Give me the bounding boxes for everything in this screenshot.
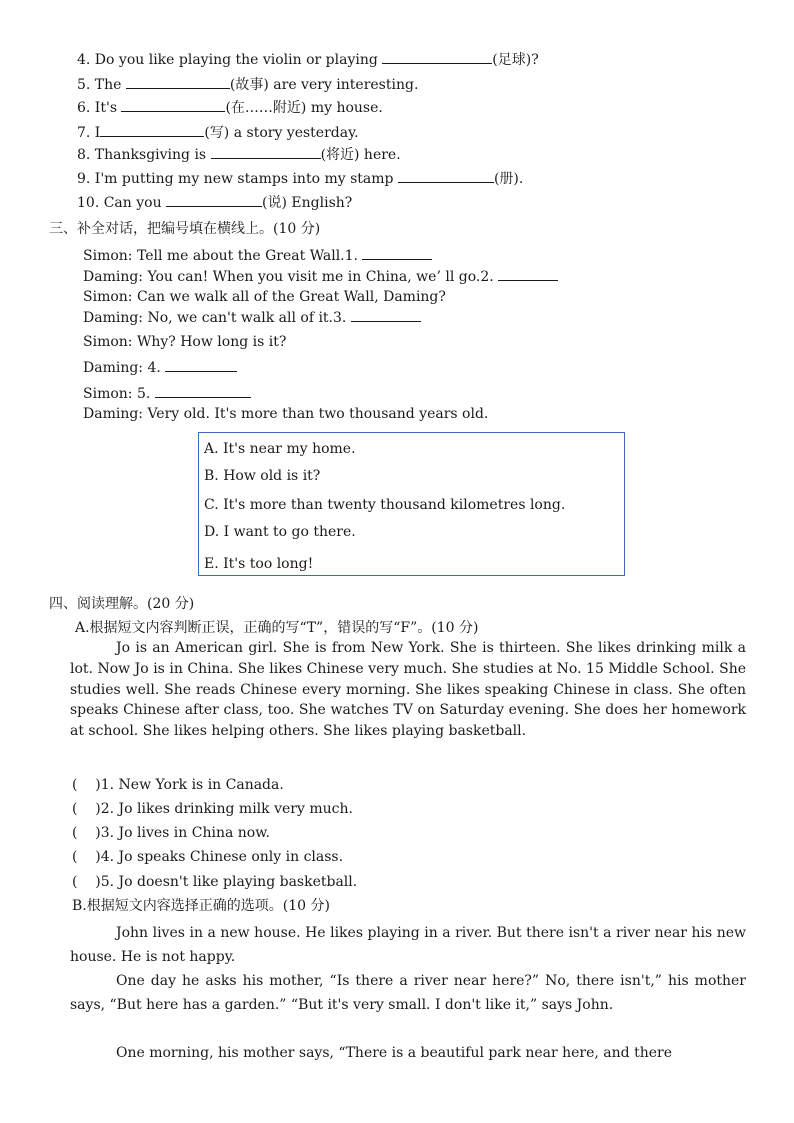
tf-item-5: ( )5. Jo doesn't like playing basketball. [72, 874, 358, 890]
fill-item-9-text: 9. I'm putting my new stamps into my stamp [77, 171, 398, 187]
fill-item-10-hint: (说) English? [262, 195, 353, 211]
fill-item-4-text: 4. Do you like playing the violin or playing [77, 52, 383, 68]
tf-item-2: ( )2. Jo likes drinking milk very much. [72, 801, 353, 817]
answer-blank[interactable] [362, 246, 432, 260]
option-a: A. It's near my home. [204, 441, 356, 457]
fill-item-6 [77, 98, 383, 117]
dialog-line-4 [83, 308, 421, 327]
dialog-line-5: Simon: Why? How long is it? [83, 334, 287, 350]
fill-item-6-text: 6. It's [77, 100, 122, 116]
passage-b-paragraph-3: One morning, his mother says, “There is a beautiful park near here, and there [116, 1045, 672, 1061]
fill-item-10-text: 10. Can you [77, 195, 167, 211]
option-c: C. It's more than twenty thousand kilometres long. [204, 497, 566, 513]
fill-item-9-hint: (册). [493, 171, 524, 187]
fill-item-7-text: 7. I [77, 125, 101, 141]
answer-blank[interactable] [165, 358, 237, 372]
answer-blank[interactable] [398, 169, 494, 183]
answer-blank[interactable] [382, 50, 492, 64]
tf-item-4: ( )4. Jo speaks Chinese only in class. [72, 849, 344, 865]
dialog-line-2 [83, 267, 558, 286]
passage-a: Jo is an American girl. She is from New York. She is thirteen. She likes drinking milk a lot. Now Jo is in China. She likes Chinese very much. She studies at No. 15 Middle School. She studies well. She reads Chinese every morning. She likes speaking Chinese in class. She often speaks Chinese after class, too. She watches TV on Saturday evening. She does her homework at school. She likes helping others. She likes playing basketball. [70, 640, 746, 740]
section-3-heading: 三、补全对话，把编号填在横线上。(10 分) [49, 221, 321, 237]
dialog-line-8: Daming: Very old. It's more than two thousand years old. [83, 406, 489, 422]
fill-item-9 [77, 169, 523, 188]
passage-b-paragraph-2: One day he asks his mother, “Is there a river near here?” No, there isn't,” his mother says, “But here has a garden.” “But it's very small. I don't like it,” says John. [70, 973, 746, 1013]
dialog-text: Daming: You can! When you visit me in China, we’ ll go.2. [83, 269, 499, 285]
fill-item-6-hint: (在……附近) my house. [225, 100, 383, 116]
fill-item-4-hint: (足球)? [492, 52, 539, 68]
answer-blank[interactable] [100, 123, 204, 137]
dialog-text: Daming: No, we can't walk all of it.3. [83, 310, 351, 326]
dialog-text: Simon: 5. [83, 386, 155, 402]
part-a-heading: A.根据短文内容判断正误，正确的写“T”，错误的写“F”。(10 分) [75, 620, 479, 636]
part-b-heading: B.根据短文内容选择正确的选项。(10 分) [72, 898, 330, 914]
fill-item-10 [77, 193, 352, 212]
option-b: B. How old is it? [204, 468, 321, 484]
tf-item-3: ( )3. Jo lives in China now. [72, 825, 270, 841]
fill-item-4 [77, 50, 539, 69]
answer-blank[interactable] [351, 308, 421, 322]
dialog-line-6 [83, 358, 237, 377]
fill-item-8-text: 8. Thanksgiving is [77, 147, 211, 163]
answer-blank[interactable] [211, 145, 321, 159]
dialog-line-7 [83, 384, 251, 403]
answer-blank[interactable] [166, 193, 262, 207]
fill-item-7 [77, 123, 359, 142]
answer-blank[interactable] [498, 267, 558, 281]
answer-blank[interactable] [121, 98, 225, 112]
option-d: D. I want to go there. [204, 524, 356, 540]
fill-item-5 [77, 75, 418, 94]
section-4-heading: 四、阅读理解。(20 分) [49, 596, 195, 612]
answer-blank[interactable] [155, 384, 251, 398]
fill-item-8-hint: (将近) here. [320, 147, 401, 163]
dialog-line-1 [83, 246, 432, 265]
dialog-text: Simon: Tell me about the Great Wall.1. [83, 248, 363, 264]
fill-item-7-hint: (写) a story yesterday. [204, 125, 359, 141]
dialog-line-3: Simon: Can we walk all of the Great Wall, Daming? [83, 289, 446, 305]
fill-item-5-hint: (故事) are very interesting. [229, 77, 419, 93]
passage-b-paragraph-1: John lives in a new house. He likes playing in a river. But there isn't a river near his new house. He is not happy. [70, 925, 746, 965]
fill-item-8 [77, 145, 401, 164]
dialog-text: Daming: 4. [83, 360, 166, 376]
option-e: E. It's too long! [204, 556, 314, 572]
fill-item-5-text: 5. The [77, 77, 126, 93]
answer-blank[interactable] [126, 75, 230, 89]
tf-item-1: ( )1. New York is in Canada. [72, 777, 284, 793]
